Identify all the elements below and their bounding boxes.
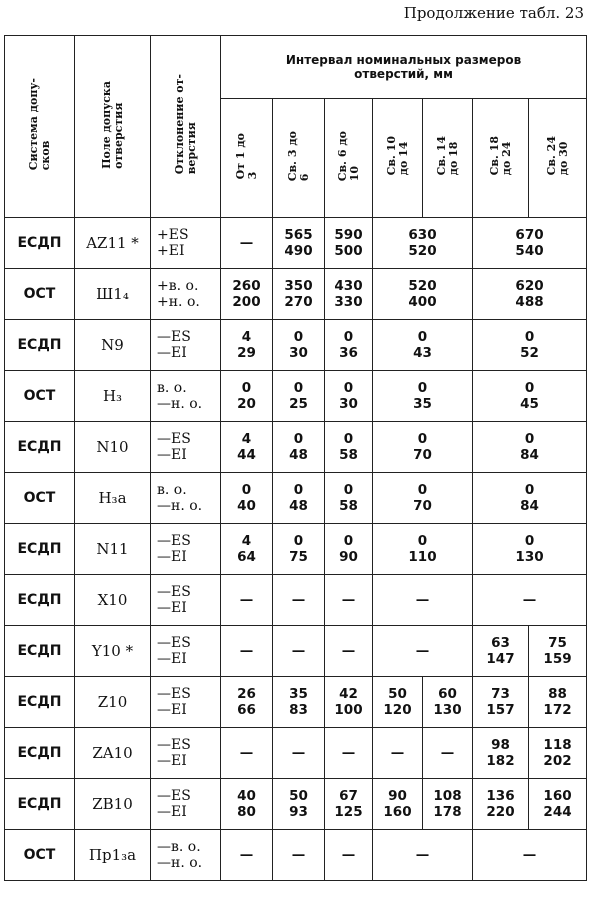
table-row	[5, 422, 587, 473]
cell-value: 63 147	[473, 626, 529, 677]
cell-value: —	[373, 728, 423, 779]
cell-value: —	[273, 575, 325, 626]
cell-value: 0 58	[325, 422, 373, 473]
cell-deviation: —ES —EI	[151, 320, 221, 371]
cell-value: —	[273, 830, 325, 881]
table-row	[5, 626, 587, 677]
cell-system: ЕСДП	[5, 524, 75, 575]
cell-value: 0 84	[473, 473, 587, 524]
cell-field: N11	[75, 524, 151, 575]
cell-value: 0 70	[373, 473, 473, 524]
cell-value: —	[221, 830, 273, 881]
table-row	[5, 830, 587, 881]
cell-value: —	[325, 728, 373, 779]
cell-deviation: —ES —EI	[151, 422, 221, 473]
cell-value: —	[325, 830, 373, 881]
cell-deviation: +в. о. +н. о.	[151, 269, 221, 320]
table-row	[5, 677, 587, 728]
cell-value: 4 44	[221, 422, 273, 473]
cell-system: ЕСДП	[5, 779, 75, 830]
cell-value: 136 220	[473, 779, 529, 830]
cell-value: 670 540	[473, 218, 587, 269]
cell-field: ZB10	[75, 779, 151, 830]
cell-value: 620 488	[473, 269, 587, 320]
cell-value: 0 90	[325, 524, 373, 575]
cell-value: 430 330	[325, 269, 373, 320]
cell-value: 0 43	[373, 320, 473, 371]
table-row	[5, 728, 587, 779]
cell-value: 0 75	[273, 524, 325, 575]
cell-system: ЕСДП	[5, 422, 75, 473]
cell-deviation: —в. о. —н. о.	[151, 830, 221, 881]
cell-system: ОСТ	[5, 473, 75, 524]
cell-value: 50 120	[373, 677, 423, 728]
cell-value: —	[473, 830, 587, 881]
cell-value: 40 80	[221, 779, 273, 830]
cell-deviation: —ES —EI	[151, 677, 221, 728]
cell-value: 0 25	[273, 371, 325, 422]
table-row	[5, 269, 587, 320]
cell-value: 42 100	[325, 677, 373, 728]
cell-deviation: —ES —EI	[151, 524, 221, 575]
cell-deviation: —ES —EI	[151, 779, 221, 830]
cell-value: 108 178	[423, 779, 473, 830]
header-system: Система допу- сков	[5, 36, 75, 218]
cell-value: —	[373, 626, 473, 677]
cell-value: —	[221, 575, 273, 626]
cell-value: 0 35	[373, 371, 473, 422]
cell-field: H₃а	[75, 473, 151, 524]
cell-field: H₃	[75, 371, 151, 422]
cell-value: —	[325, 626, 373, 677]
cell-value: —	[473, 575, 587, 626]
cell-value: —	[273, 728, 325, 779]
cell-value: 0 70	[373, 422, 473, 473]
cell-value: 0 84	[473, 422, 587, 473]
cell-value: 35 83	[273, 677, 325, 728]
header-deviation: Отклонение от- верстия	[151, 36, 221, 218]
cell-value: 75 159	[529, 626, 587, 677]
table-row	[5, 575, 587, 626]
cell-value: 98 182	[473, 728, 529, 779]
cell-value: 26 66	[221, 677, 273, 728]
cell-value: 50 93	[273, 779, 325, 830]
cell-system: ЕСДП	[5, 575, 75, 626]
cell-field: Ш1₄	[75, 269, 151, 320]
header-interval-6: Св. 24 до 30	[529, 99, 587, 218]
cell-value: 4 29	[221, 320, 273, 371]
cell-value: 565 490	[273, 218, 325, 269]
cell-value: 67 125	[325, 779, 373, 830]
cell-system: ЕСДП	[5, 218, 75, 269]
table-caption: Продолжение табл. 23	[403, 4, 584, 22]
cell-value: 520 400	[373, 269, 473, 320]
cell-system: ОСТ	[5, 830, 75, 881]
cell-value: 350 270	[273, 269, 325, 320]
cell-value: 590 500	[325, 218, 373, 269]
cell-value: —	[325, 575, 373, 626]
cell-deviation: —ES —EI	[151, 575, 221, 626]
tolerance-table	[4, 35, 587, 881]
cell-value: 118 202	[529, 728, 587, 779]
header-interval-1: Св. 3 до 6	[273, 99, 325, 218]
cell-value: 260 200	[221, 269, 273, 320]
cell-value: —	[221, 728, 273, 779]
table-row	[5, 320, 587, 371]
cell-value: 0 48	[273, 473, 325, 524]
table-row	[5, 524, 587, 575]
cell-system: ЕСДП	[5, 320, 75, 371]
cell-value: 0 52	[473, 320, 587, 371]
cell-value: 90 160	[373, 779, 423, 830]
header-interval-0: От 1 до 3	[221, 99, 273, 218]
cell-value: 0 30	[325, 371, 373, 422]
cell-value: 0 40	[221, 473, 273, 524]
table-row	[5, 779, 587, 830]
cell-deviation: в. о. —н. о.	[151, 371, 221, 422]
cell-value: 0 58	[325, 473, 373, 524]
cell-value: 0 20	[221, 371, 273, 422]
cell-deviation: в. о. —н. о.	[151, 473, 221, 524]
header-field: Поле допуска отверстия	[75, 36, 151, 218]
cell-field: X10	[75, 575, 151, 626]
cell-value: —	[273, 626, 325, 677]
cell-value: 0 30	[273, 320, 325, 371]
cell-value: 0 130	[473, 524, 587, 575]
table-row	[5, 371, 587, 422]
cell-system: ЕСДП	[5, 677, 75, 728]
cell-value: 88 172	[529, 677, 587, 728]
cell-field: ZA10	[75, 728, 151, 779]
cell-value: 4 64	[221, 524, 273, 575]
cell-value: 73 157	[473, 677, 529, 728]
header-interval-banner: Интервал номинальных размеров отверстий, мм	[221, 36, 587, 99]
cell-deviation: —ES —EI	[151, 728, 221, 779]
cell-value: 0 36	[325, 320, 373, 371]
cell-deviation: +ES +EI	[151, 218, 221, 269]
cell-value: 160 244	[529, 779, 587, 830]
header-interval-3: Св. 10 до 14	[373, 99, 423, 218]
cell-field: N10	[75, 422, 151, 473]
cell-value: —	[373, 830, 473, 881]
cell-system: ОСТ	[5, 269, 75, 320]
cell-value: —	[221, 218, 273, 269]
cell-field: AZ11 *	[75, 218, 151, 269]
cell-system: ЕСДП	[5, 728, 75, 779]
cell-value: 0 110	[373, 524, 473, 575]
cell-field: Y10 *	[75, 626, 151, 677]
cell-deviation: —ES —EI	[151, 626, 221, 677]
cell-value: 60 130	[423, 677, 473, 728]
cell-system: ОСТ	[5, 371, 75, 422]
cell-field: Пр1₃а	[75, 830, 151, 881]
table-row	[5, 218, 587, 269]
cell-field: N9	[75, 320, 151, 371]
cell-value: —	[423, 728, 473, 779]
cell-system: ЕСДП	[5, 626, 75, 677]
cell-value: —	[221, 626, 273, 677]
cell-value: 0 48	[273, 422, 325, 473]
cell-value: 630 520	[373, 218, 473, 269]
cell-value: 0 45	[473, 371, 587, 422]
cell-value: —	[373, 575, 473, 626]
header-interval-2: Св. 6 до 10	[325, 99, 373, 218]
header-interval-5: Св. 18 до 24	[473, 99, 529, 218]
cell-field: Z10	[75, 677, 151, 728]
table-row	[5, 473, 587, 524]
header-interval-4: Св. 14 до 18	[423, 99, 473, 218]
